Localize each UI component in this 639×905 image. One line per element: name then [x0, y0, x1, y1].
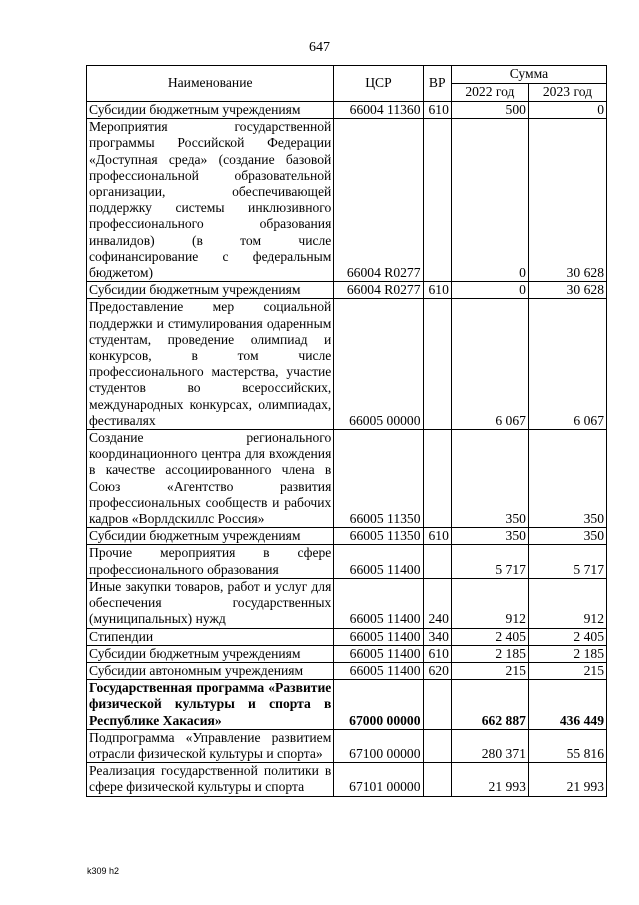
header-name: Наименование — [87, 66, 334, 102]
row-name: Иные закупки товаров, работ и услуг для обеспечения государственных (муниципальных) нужд — [87, 578, 334, 628]
row-name: Создание регионального координационного центра для вхождения в качестве ассоциированного члена в Союз «Агентство развития профессиональных сообществ и рабочих кадров «Ворлдскиллс Россия» — [87, 430, 334, 528]
row-sum-2023: 5 717 — [528, 545, 606, 578]
row-sum-2023: 215 — [528, 662, 606, 679]
row-vr — [423, 763, 451, 796]
row-sum-2022: 0 — [451, 282, 528, 299]
header-year-2023: 2023 год — [528, 84, 606, 102]
row-sum-2022: 912 — [451, 578, 528, 628]
row-sum-2022: 5 717 — [451, 545, 528, 578]
row-sum-2022: 500 — [451, 102, 528, 119]
row-csr: 67100 00000 — [334, 729, 423, 762]
row-csr: 66005 11400 — [334, 578, 423, 628]
row-sum-2022: 0 — [451, 119, 528, 282]
table-row — [87, 763, 607, 796]
row-sum-2022: 2 185 — [451, 645, 528, 662]
footer-code: k309 h2 — [87, 866, 120, 876]
row-sum-2023: 30 628 — [528, 282, 606, 299]
header-sum: Сумма — [451, 66, 606, 84]
row-name: Подпрограмма «Управление развитием отрасли физической культуры и спорта» — [87, 729, 334, 762]
row-sum-2022: 662 887 — [451, 680, 528, 730]
table-row — [87, 578, 607, 628]
page-number: 647 — [309, 40, 330, 55]
row-csr: 66005 11400 — [334, 662, 423, 679]
row-name: Субсидии автономным учреждениям — [87, 662, 334, 679]
row-name: Стипендии — [87, 628, 334, 645]
row-sum-2022: 350 — [451, 430, 528, 528]
table-row — [87, 299, 607, 430]
row-name: Субсидии бюджетным учреждениям — [87, 645, 334, 662]
row-vr — [423, 430, 451, 528]
table-row — [87, 282, 607, 299]
table-row — [87, 430, 607, 528]
row-sum-2023: 436 449 — [528, 680, 606, 730]
row-vr: 610 — [423, 645, 451, 662]
row-csr: 66005 11400 — [334, 645, 423, 662]
row-sum-2023: 2 185 — [528, 645, 606, 662]
row-vr — [423, 545, 451, 578]
row-sum-2022: 21 993 — [451, 763, 528, 796]
row-csr: 66004 R0277 — [334, 282, 423, 299]
row-sum-2022: 6 067 — [451, 299, 528, 430]
row-vr: 620 — [423, 662, 451, 679]
row-name: Субсидии бюджетным учреждениям — [87, 528, 334, 545]
row-vr — [423, 299, 451, 430]
row-name: Предоставление мер социальной поддержки и стимулирования одаренным студентам, проведение олимпиад и конкурсов, в том числе профессионального мастерства, участие студентов во всероссийских, международных конкурсах, олимпиадах, фестивалях — [87, 299, 334, 430]
row-vr: 240 — [423, 578, 451, 628]
row-csr: 67000 00000 — [334, 680, 423, 730]
table-row — [87, 528, 607, 545]
table-row — [87, 645, 607, 662]
row-sum-2023: 350 — [528, 528, 606, 545]
row-vr: 610 — [423, 282, 451, 299]
table-row — [87, 729, 607, 762]
row-sum-2023: 21 993 — [528, 763, 606, 796]
table-row — [87, 662, 607, 679]
row-csr: 66005 11400 — [334, 545, 423, 578]
row-sum-2022: 215 — [451, 662, 528, 679]
budget-table — [86, 65, 607, 797]
row-vr: 610 — [423, 102, 451, 119]
row-csr: 66005 11350 — [334, 430, 423, 528]
row-name: Мероприятия государственной программы Российской Федерации «Доступная среда» (создание базовой профессиональной образовательной организации, обеспечивающей поддержку системы инклюзивного профессионального образования инвалидов) (в том числе софинансирование с федеральным бюджетом) — [87, 119, 334, 282]
row-sum-2023: 912 — [528, 578, 606, 628]
row-sum-2023: 2 405 — [528, 628, 606, 645]
row-sum-2022: 350 — [451, 528, 528, 545]
row-csr: 66004 R0277 — [334, 119, 423, 282]
row-sum-2023: 30 628 — [528, 119, 606, 282]
header-csr: ЦСР — [334, 66, 423, 102]
table-row — [87, 102, 607, 119]
table-row-program — [87, 680, 607, 730]
row-sum-2023: 6 067 — [528, 299, 606, 430]
row-sum-2023: 55 816 — [528, 729, 606, 762]
row-csr: 66005 11350 — [334, 528, 423, 545]
header-year-2022: 2022 год — [451, 84, 528, 102]
table-row — [87, 119, 607, 282]
row-vr — [423, 680, 451, 730]
row-csr: 67101 00000 — [334, 763, 423, 796]
row-name: Субсидии бюджетным учреждениям — [87, 102, 334, 119]
row-name: Субсидии бюджетным учреждениям — [87, 282, 334, 299]
row-csr: 66004 11360 — [334, 102, 423, 119]
row-vr — [423, 119, 451, 282]
row-vr: 340 — [423, 628, 451, 645]
row-vr — [423, 729, 451, 762]
row-sum-2023: 0 — [528, 102, 606, 119]
table-row — [87, 545, 607, 578]
row-sum-2022: 2 405 — [451, 628, 528, 645]
row-vr: 610 — [423, 528, 451, 545]
row-csr: 66005 00000 — [334, 299, 423, 430]
row-name: Прочие мероприятия в сфере профессионального образования — [87, 545, 334, 578]
row-sum-2022: 280 371 — [451, 729, 528, 762]
header-vr: ВР — [423, 66, 451, 102]
row-name: Государственная программа «Развитие физической культуры и спорта в Республике Хакасия» — [87, 680, 334, 730]
table-row — [87, 628, 607, 645]
row-name: Реализация государственной политики в сфере физической культуры и спорта — [87, 763, 334, 796]
row-sum-2023: 350 — [528, 430, 606, 528]
row-csr: 66005 11400 — [334, 628, 423, 645]
